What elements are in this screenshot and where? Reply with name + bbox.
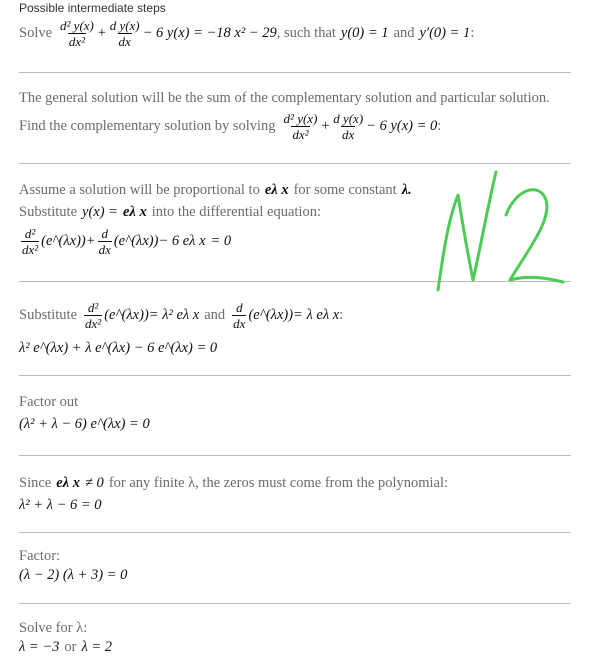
divider [19, 532, 571, 533]
condition-1: y(0) = 1 [340, 25, 389, 41]
step-6-result: λ² + λ − 6 = 0 [19, 497, 102, 513]
divider [19, 375, 571, 376]
solve-label: Solve [19, 25, 53, 41]
step-8-label: Solve for λ: [19, 620, 88, 636]
step-2-find: Find the complementary solution by solving $\frac{\text{d² y(x)}}{\text{dx²}}$ + $\frac{\text{d y(x)}}{dx}$ − 6 y(x) = 0 : [19, 111, 442, 142]
step-1-rhs: − 6 y(x) = −18 x² − 29 [142, 25, 277, 41]
dy-fraction: $\frac{\text{d y(x)}}{dx}$ [109, 18, 140, 49]
step-7-result: (λ − 2) (λ + 3) = 0 [19, 567, 128, 583]
step-3-substitute: Substitute y(x) = e λ x into the differential equation: [19, 204, 321, 220]
step-3-assume: Assume a solution will be proportional to e λ x for some constant λ. [19, 182, 412, 198]
step-4-substitute: Substitute $\frac{\text{d²}}{\text{dx²}}$ (e^(λx)) = λ² e λ x and $\frac{d}{dx}$ (e^(λx)) = λ e λ x : [19, 300, 344, 331]
step-8-result: λ = −3 or λ = 2 [19, 639, 113, 655]
header-title: Possible intermediate steps [19, 1, 166, 15]
step-5-label: Factor out [19, 394, 79, 410]
step-4-result: λ² e^(λx) + λ e^(λx) − 6 e^(λx) = 0 [19, 340, 218, 356]
divider [19, 603, 571, 604]
step-5-result: (λ² + λ − 6) e^(λx) = 0 [19, 416, 150, 432]
d2y-fraction: $\frac{\text{d² y(x)}}{\text{dx²}}$ [60, 18, 94, 49]
condition-2: y′(0) = 1 [419, 25, 471, 41]
divider [19, 455, 571, 456]
step-6-since: Since e λ x ≠ 0 for any finite λ, the zeros must come from the polynomial: [19, 475, 449, 491]
step-1-problem: Solve $\frac{\text{d² y(x)}}{\text{dx²}}$ + $\frac{\text{d y(x)}}{dx}$ − 6 y(x) = −18 x² − 29 , such that y(0) = 1 and y′(0) = 1 : [19, 18, 475, 49]
step-7-label: Factor: [19, 548, 61, 564]
step-3-equation: $\frac{\text{d²}}{\text{dx²}}$ (e^(λx)) + $\frac{d}{dx}$ (e^(λx)) − 6 e λ x = 0 [22, 226, 232, 257]
step-2-general: The general solution will be the sum of the complementary solution and particular solution. [19, 90, 550, 106]
divider [19, 72, 571, 73]
handwritten-annotation-icon [428, 160, 568, 310]
